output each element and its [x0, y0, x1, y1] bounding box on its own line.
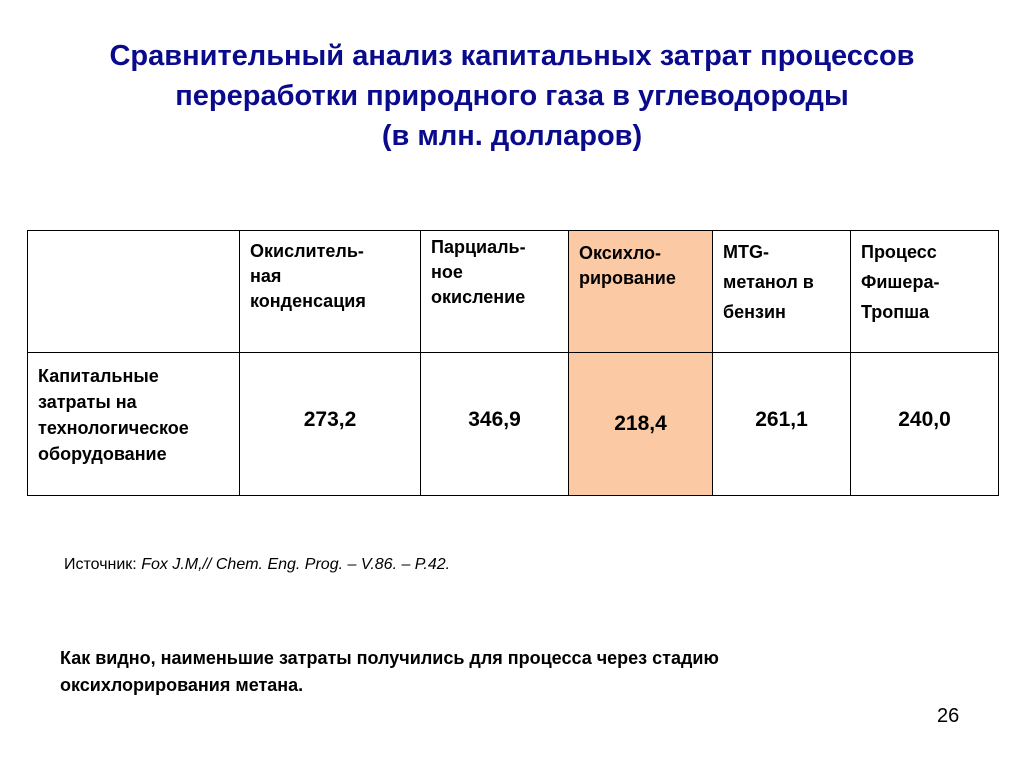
- column-header-empty: [28, 231, 239, 235]
- conclusion-line-2: оксихлорирования метана.: [60, 675, 304, 695]
- cost-value: 346,9: [468, 408, 521, 431]
- column-header-label: Парциаль- ное окисление: [431, 237, 526, 307]
- row-label: Капитальные затраты на технологическое оборудование: [38, 366, 189, 464]
- value-cell-oxidative-condensation: [240, 353, 421, 496]
- table-header-row: [28, 231, 999, 353]
- slide-title-line-3: (в млн. долларов): [381, 120, 643, 152]
- table-row: [28, 353, 999, 496]
- source-citation: [64, 556, 450, 574]
- cost-value: 218,4: [614, 412, 667, 435]
- slide-title: [0, 36, 1024, 156]
- value-cell-oxychlorination: [569, 353, 713, 496]
- column-header-oxidative-condensation: [240, 231, 421, 353]
- slide-title-line-2: переработки природного газа в углеводороды: [175, 80, 849, 112]
- table-corner-cell: [28, 231, 240, 353]
- capital-cost-table: [27, 230, 999, 496]
- conclusion-line-1: Как видно, наименьшие затраты получились для процесса через стадию: [60, 648, 719, 668]
- column-header-label: MTG- метанол в бензин: [723, 242, 814, 322]
- value-cell-fischer-tropsch: [851, 353, 999, 496]
- column-header-mtg: [713, 231, 851, 353]
- column-header-oxychlorination: [569, 231, 713, 353]
- cost-value: 273,2: [303, 408, 357, 431]
- column-header-label: Окислитель- ная конденсация: [250, 241, 366, 311]
- slide-title-line-1: Сравнительный анализ капитальных затрат процессов: [109, 40, 915, 72]
- column-header-label: Оксихло- рирование: [579, 243, 676, 288]
- cost-value: 240,0: [898, 408, 951, 431]
- value-cell-partial-oxidation: [421, 353, 569, 496]
- source-prefix: Источник:: [64, 556, 142, 573]
- value-cell-mtg: [713, 353, 851, 496]
- column-header-partial-oxidation: [421, 231, 569, 353]
- cost-value: 261,1: [755, 408, 808, 431]
- column-header-label: Процесс Фишера- Тропша: [861, 242, 940, 322]
- column-header-fischer-tropsch: [851, 231, 999, 353]
- source-reference: Fox J.M,// Chem. Eng. Prog. – V.86. – P.42.: [141, 556, 451, 573]
- conclusion-text: [60, 645, 960, 699]
- page-number: 26: [937, 705, 960, 727]
- row-label-cell: [28, 353, 240, 496]
